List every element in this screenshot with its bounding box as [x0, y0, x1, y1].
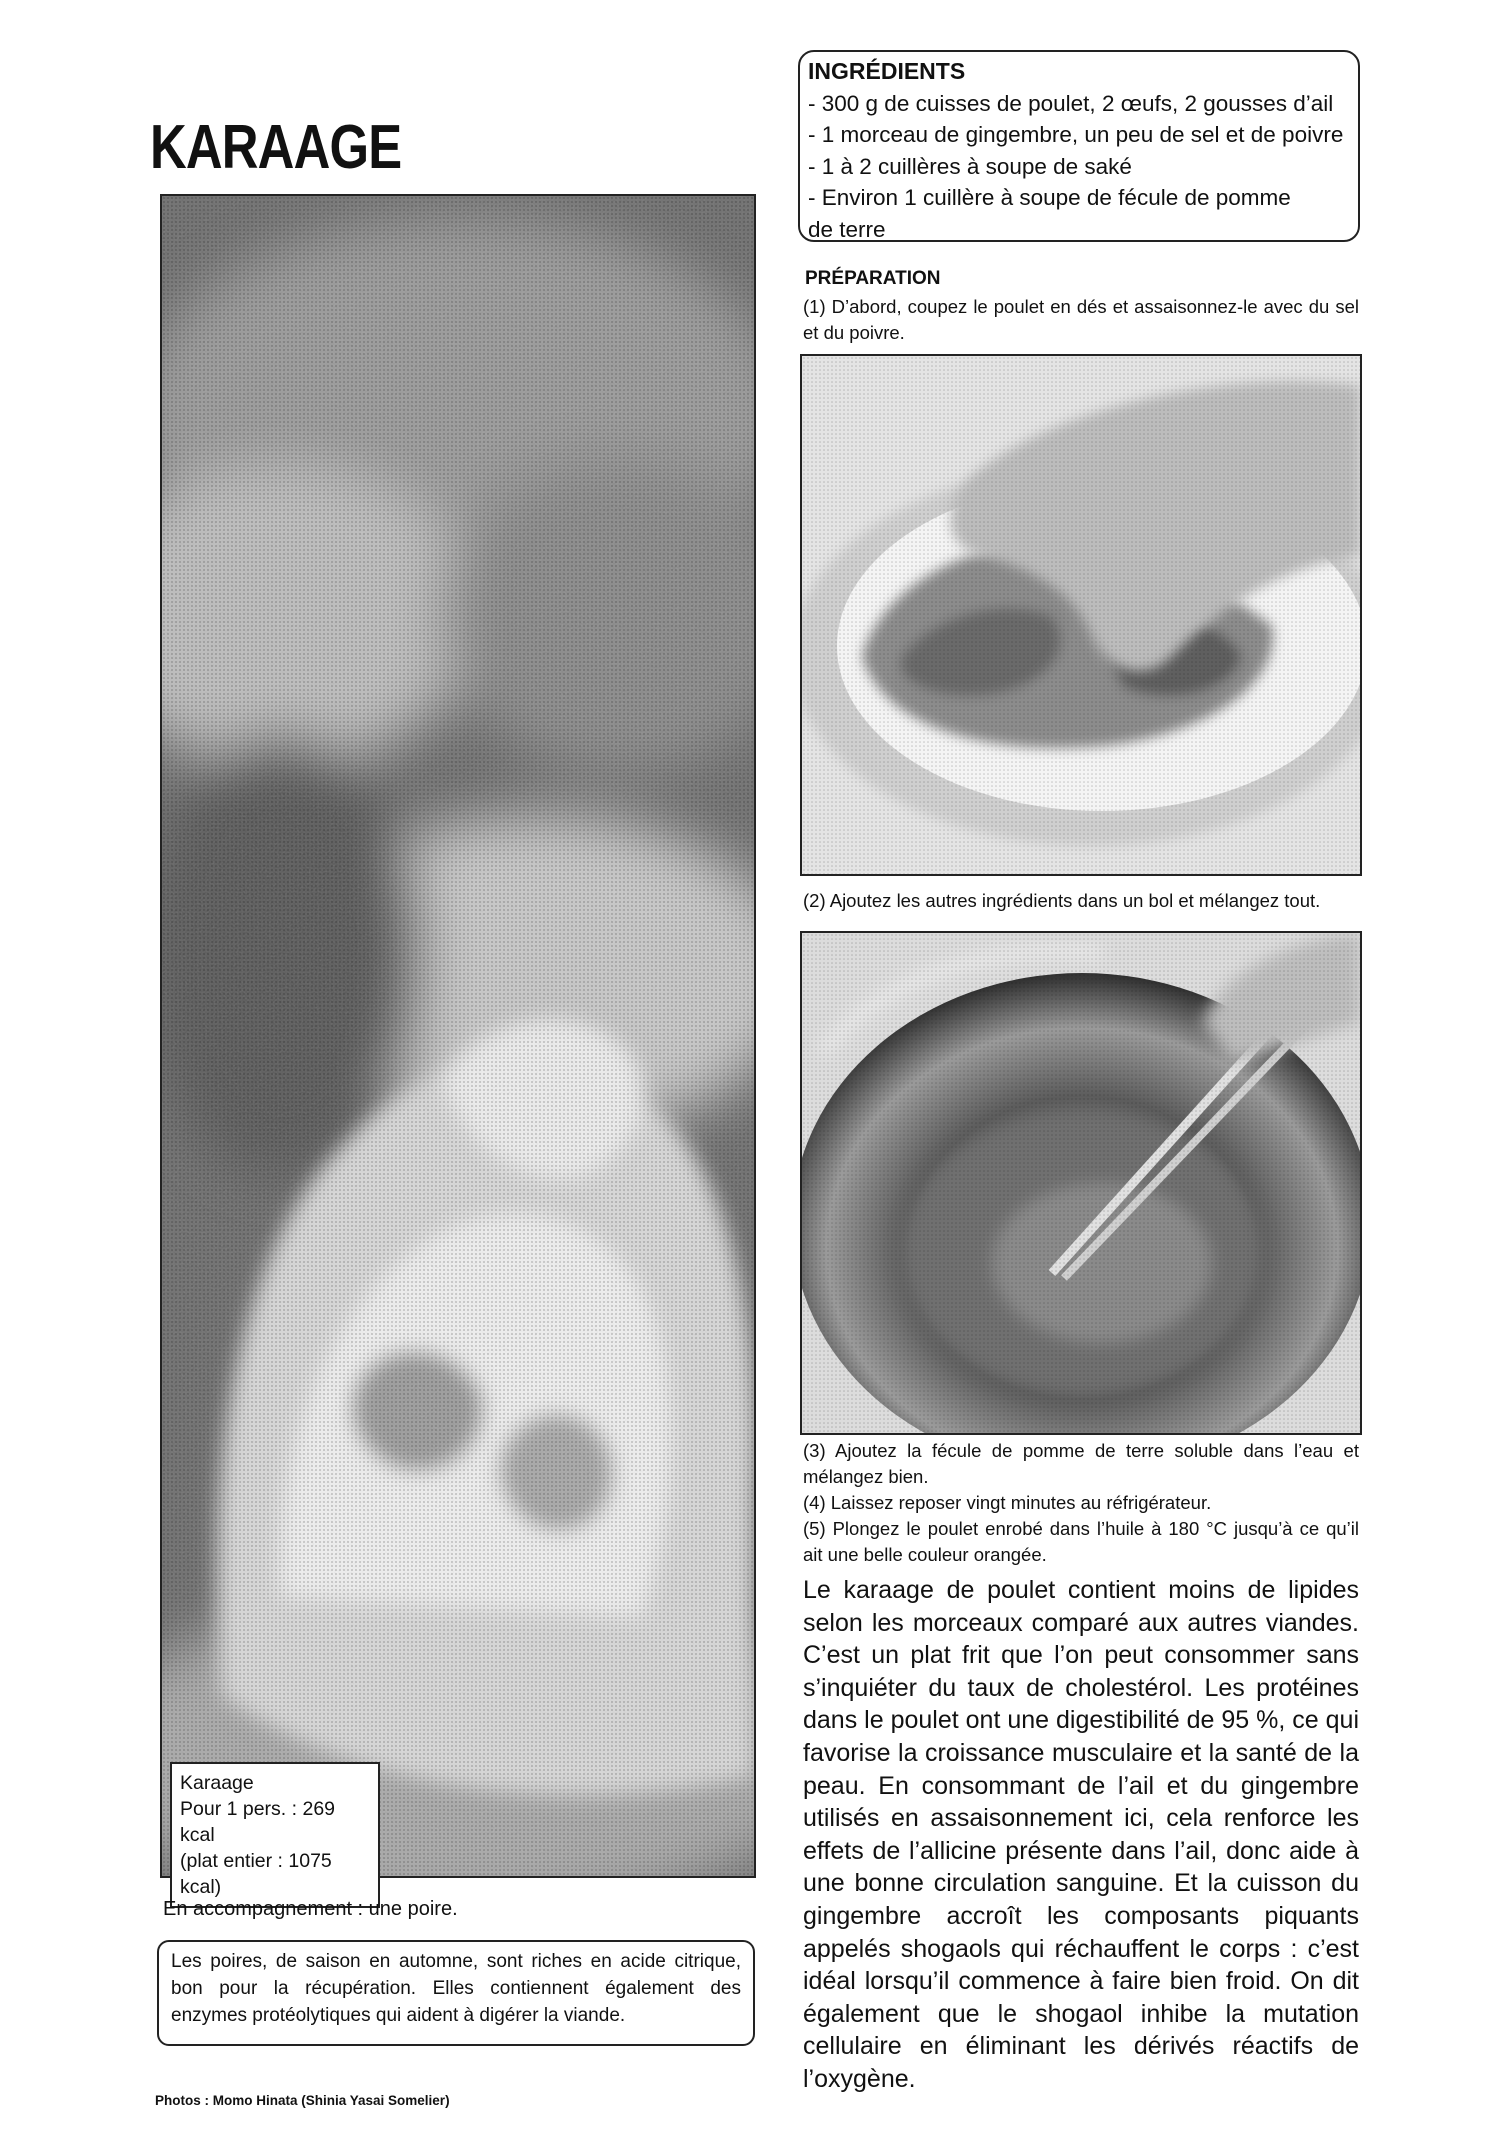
ingredient-line: - 1 morceau de gingembre, un peu de sel et de poivre: [808, 122, 1344, 147]
calories-per-person: Pour 1 pers. : 269 kcal: [180, 1798, 336, 1846]
step-3: (3) Ajoutez la fécule de pomme de terre soluble dans l’eau et mélangez bien.: [803, 1440, 1359, 1487]
step1-photo: [800, 354, 1362, 876]
ingredient-line: de terre: [808, 216, 886, 242]
step-5: (5) Plongez le poulet enrobé dans l’huile à 180 °C jusqu’à ce qu’il ait une belle couleur orangée.: [803, 1518, 1359, 1565]
calorie-box: [170, 1762, 380, 1908]
step-4: (4) Laissez reposer vingt minutes au réfrigérateur.: [803, 1492, 1212, 1513]
ingredient-line: - Environ 1 cuillère à soupe de fécule de pomme: [808, 185, 1291, 210]
step-2: (2) Ajoutez les autres ingrédients dans un bol et mélangez tout.: [803, 890, 1321, 911]
ingredient-line: - 1 à 2 cuillères à soupe de saké: [808, 153, 1132, 179]
ingredients-heading: INGRÉDIENTS: [808, 58, 966, 84]
photo-credit: Photos : Momo Hinata (Shinia Yasai Somelier): [155, 2093, 450, 2108]
dish-name: Karaage: [180, 1772, 254, 1794]
karaage-photo: [160, 194, 756, 1878]
step-1: (1) D’abord, coupez le poulet en dés et assaisonnez-le avec du sel et du poivre.: [803, 296, 1359, 343]
calories-whole-dish: (plat entier : 1075 kcal): [180, 1850, 332, 1898]
accompaniment-text: En accompagnement : une poire.: [163, 1898, 458, 1920]
page-title: KARAAGE: [150, 113, 402, 182]
nutrition-text: Le karaage de poulet contient moins de lipides selon les morceaux comparé aux autres viandes. C’est un plat frit que l’on peut consommer sans s’inquiéter du taux de cholestérol. Les protéines dans le poulet ont une digestibilité de 95 %, ce qui favorise la croissance musculaire et la santé de la peau. En consommant de l’ail et du gingembre utilisés en assaisonnement ici, cela renforce les effets de l’allicine présente dans l’ail, donc aide à une bonne circulation sanguine. Et la cuisson du gingembre accroît les composants piquants appelés shogaols qui réchauffent le corps : c’est idéal lorsqu’il commence à faire bien froid. On dit également que le shogaol inhibe la mutation cellulaire en éliminant les dérivés réactifs de l’oxygène.: [803, 1576, 1359, 2093]
step2-photo: [800, 931, 1362, 1435]
preparation-heading: PRÉPARATION: [805, 268, 941, 289]
pear-note-box: [157, 1940, 755, 2046]
ingredients-box: [798, 50, 1360, 242]
ingredient-line: - 300 g de cuisses de poulet, 2 œufs, 2 gousses d’ail: [808, 90, 1334, 116]
pear-note-text: Les poires, de saison en automne, sont riches en acide citrique, bon pour la récupération. Elles contiennent également des enzymes protéolytiques qui aident à digérer la viande.: [171, 1951, 741, 2026]
